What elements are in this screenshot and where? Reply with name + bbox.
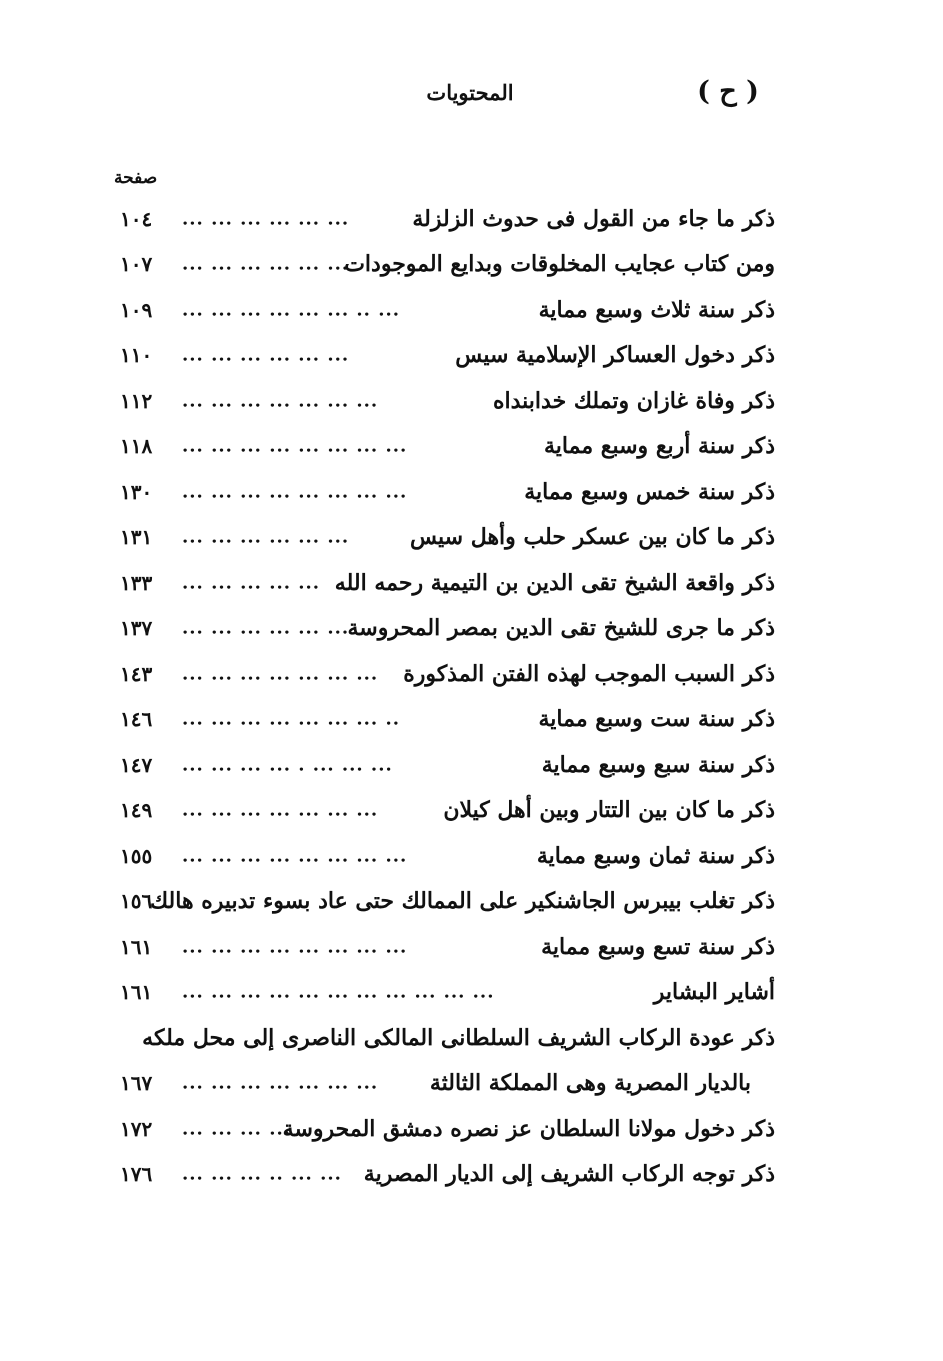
- toc-row: [120, 1152, 775, 1198]
- toc-entry-title: ذكر وفاة غازان وتملك خدابنداه: [492, 387, 775, 414]
- toc-leader: ... ... ... ... ... ... ...: [182, 799, 379, 821]
- toc-page-number: ١٤٩: [120, 798, 153, 823]
- toc-page-number: ١٥٦: [120, 889, 153, 914]
- toc-entry-title: ذكر سنة أربع وسبع مماية: [543, 433, 775, 460]
- toc-leader: ... ... ... ... ... ... ... ..: [182, 708, 400, 730]
- toc-row: [120, 196, 775, 242]
- toc-page-number: ١٤٧: [120, 752, 153, 777]
- toc-row: [120, 333, 775, 379]
- toc-page-number: ١٠٤: [120, 206, 153, 231]
- toc-entry-title: بالديار المصرية وهى المملكة الثالثة: [429, 1070, 751, 1097]
- toc-leader: ... ... ... ... ... ... .. ...: [182, 299, 400, 321]
- toc-entry-title: ذكر ما كان بين التتار وبين أهل كيلان: [443, 797, 775, 824]
- toc-page-number: ١٤٦: [120, 707, 153, 732]
- toc-page-number: ١٧٢: [120, 1116, 153, 1141]
- toc-leader: ... ... ... ... ... ...: [182, 208, 350, 230]
- toc-page-number: ١٣٧: [120, 616, 153, 641]
- toc-leader: ... ... ... ... ... ...: [182, 253, 350, 275]
- toc-row: [120, 469, 775, 515]
- toc-page-number: ١٤٣: [120, 661, 153, 686]
- page-column-heading: صفحة: [114, 168, 158, 188]
- toc-entry-title: ذكر ما كان بين عسكر حلب وأهل سيس: [410, 524, 775, 551]
- toc-row: [120, 879, 775, 925]
- toc-leader: ... ... ... ... ... ... ...: [182, 663, 379, 685]
- toc-row: [120, 378, 775, 424]
- toc-entry-title: أشاير البشاير: [653, 979, 775, 1006]
- toc-row: [120, 424, 775, 470]
- toc-row: [120, 788, 775, 834]
- toc-row: [120, 1106, 775, 1152]
- toc-entry-title: ذكر سنة خمس وسبع مماية: [524, 478, 775, 505]
- toc-leader: ... ... ... ... ... ... ...: [182, 390, 379, 412]
- toc-leader: ... ... ... ... ... ...: [182, 344, 350, 366]
- toc-leader: ... ... ... ... ... ... ... ...: [182, 481, 408, 503]
- toc-leader: ... ... ... ... ... ... ... ...: [182, 435, 408, 457]
- toc-row: [120, 924, 775, 970]
- toc-leader: ... ... ... ... ... ... ...: [182, 1072, 379, 1094]
- toc-entry-title: ذكر تغلب بيبرس الجاشنكير على الممالك حتى عاد بسوء تدبيره هالك: [150, 888, 775, 915]
- toc-entry-title: ذكر دخول مولانا السلطان عز نصره دمشق المحروسة: [282, 1115, 775, 1142]
- toc-entry-title: ذكر سنة ثمان وسبع مماية: [536, 842, 775, 869]
- toc-page-number: ١١٢: [120, 388, 153, 413]
- toc-row: [120, 287, 775, 333]
- toc-page-number: ١٥٥: [120, 843, 153, 868]
- toc-page-number: ١٣٣: [120, 570, 153, 595]
- toc-entry-title: ذكر السبب الموجب لهذه الفتن المذكورة: [403, 660, 775, 687]
- toc-page-number: ١٦١: [120, 980, 153, 1005]
- toc-row: [120, 651, 775, 697]
- toc-leader: ... ... ... ... . ... ... ...: [182, 754, 393, 776]
- toc-leader: ... ... ... ... ... ... ... ... ... ... ...: [182, 981, 495, 1003]
- page-title: المحتويات: [426, 80, 514, 105]
- toc-entry-title: ذكر سنة ست وسبع مماية: [538, 706, 775, 733]
- toc-row: [120, 970, 775, 1016]
- toc-row: [120, 1015, 775, 1061]
- toc-entry-title: ذكر سنة ثلاث وسبع مماية: [538, 296, 775, 323]
- toc-leader: ... ... ... ...: [182, 1118, 291, 1140]
- toc-page-number: ١٠٩: [120, 297, 153, 322]
- toc-entry-title: ذكر توجه الركاب الشريف إلى الديار المصرية: [363, 1161, 775, 1188]
- toc-leader: ... ... ... ... ... ... ... ...: [182, 845, 408, 867]
- toc-row: [120, 742, 775, 788]
- toc-row: [120, 606, 775, 652]
- toc-page-number: ١١٠: [120, 343, 153, 368]
- toc-entry-title: ذكر عودة الركاب الشريف السلطانى المالكى الناصرى إلى محل ملكه: [142, 1024, 775, 1051]
- toc-leader: ... ... ... ... ... ...: [182, 617, 350, 639]
- toc-row: [120, 560, 775, 606]
- toc-entry-title: ذكر سنة تسع وسبع مماية: [541, 933, 775, 960]
- toc-row: [120, 515, 775, 561]
- toc-entry-title: ذكر ما جرى للشيخ تقى الدين بمصر المحروسة: [347, 615, 775, 642]
- toc-page-number: ١٧٦: [120, 1162, 153, 1187]
- toc-page-number: ١٦٧: [120, 1071, 153, 1096]
- toc-leader: ... ... ... ... ... ...: [182, 526, 350, 548]
- table-of-contents: [120, 196, 775, 1197]
- toc-row: [120, 833, 775, 879]
- toc-page-number: ١٠٧: [120, 252, 153, 277]
- page-marker: ( ح ): [697, 76, 759, 107]
- toc-page-number: ١٣١: [120, 525, 153, 550]
- toc-leader: ... ... ... .. ... ...: [182, 1163, 342, 1185]
- toc-leader: ... ... ... ... ... ... ... ...: [182, 936, 408, 958]
- toc-page-number: ١٣٠: [120, 479, 153, 504]
- toc-entry-title: ذكر دخول العساكر الإسلامية سيس: [455, 342, 775, 369]
- toc-page-number: ١٦١: [120, 934, 153, 959]
- toc-row: [120, 1061, 775, 1107]
- toc-entry-title: ذكر واقعة الشيخ تقى الدين بن التيمية رحمه الله: [334, 569, 775, 596]
- toc-leader: ... ... ... ... ...: [182, 572, 321, 594]
- toc-entry-title: ذكر ما جاء من القول فى حدوث الزلزلة: [412, 205, 775, 232]
- toc-entry-title: ومن كتاب عجايب المخلوقات وبدايع الموجودات: [344, 251, 775, 278]
- toc-page-number: ١١٨: [120, 434, 153, 459]
- toc-entry-title: ذكر سنة سبع وسبع مماية: [541, 751, 775, 778]
- toc-row: [120, 697, 775, 743]
- toc-row: [120, 242, 775, 288]
